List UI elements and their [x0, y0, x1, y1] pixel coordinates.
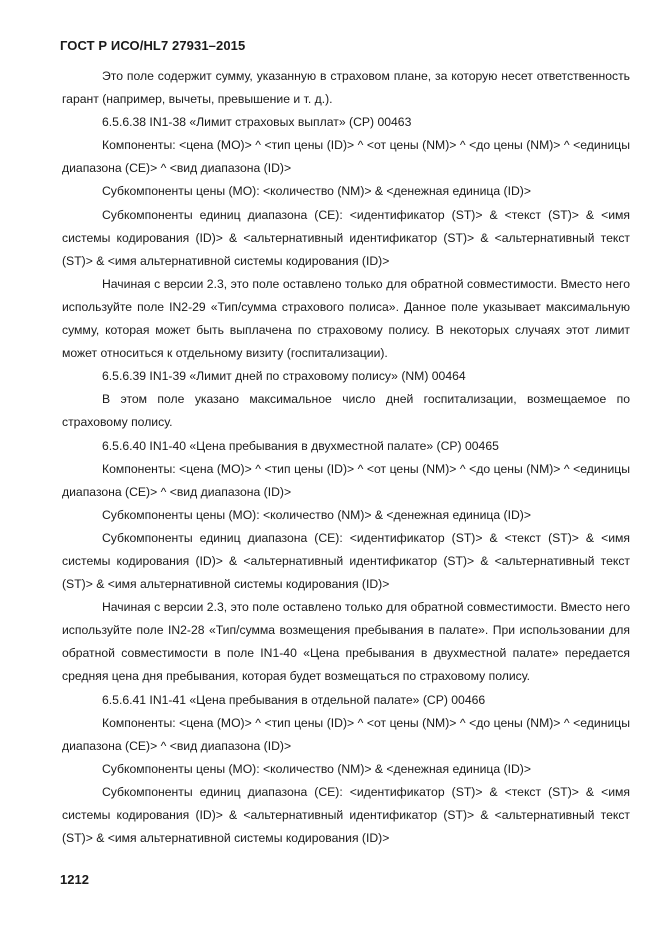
- paragraph-price-subcomponents: Субкомпоненты цены (МО): <количество (NM)> & <денежная единица (ID)>: [102, 184, 531, 199]
- paragraph-components: Компоненты: <цена (МО)> ^ <тип цены (ID)> ^ <от цены (NM)> ^ <до цены (NM)> ^ <единицы диапазона (СЕ)> ^ <вид диапазона (ID)>: [62, 715, 630, 753]
- paragraph-field-description: Это поле содержит сумму, указанную в страховом плане, за которую несет ответственность гарант (например, вычеты, превышение и т. д.).: [62, 69, 630, 107]
- paragraph-price-subcomponents: Субкомпоненты цены (МО): <количество (NM)> & <денежная единица (ID)>: [102, 507, 531, 522]
- paragraph-max-days: В этом поле указано максимальное число дней госпитализации, возмещаемое по страховому полису.: [62, 392, 630, 430]
- section-heading-in1-39: 6.5.6.39 IN1-39 «Лимит дней по страховому полису» (NM) 00464: [102, 369, 466, 384]
- paragraph-compatibility-note: Начиная с версии 2.3, это поле оставлено только для обратной совместимости. Вместо него используйте поле IN2-28 «Тип/сумма возмещения пребывания в палате». При использовании для обратной совместимости в поле IN1-40 «Цена пребывания в двухместной палате» передается средняя цена дня пребывания, которая будет возмещаться по страховому полису.: [62, 600, 630, 684]
- page-number: 1212: [60, 872, 89, 887]
- section-heading-in1-40: 6.5.6.40 IN1-40 «Цена пребывания в двухместной палате» (СР) 00465: [102, 438, 499, 453]
- paragraph-compatibility-note: Начиная с версии 2.3, это поле оставлено только для обратной совместимости. Вместо него используйте поле IN2-29 «Тип/сумма страхового полиса». Данное поле указывает максимальную сумму, которая может быть выплачена по страховому полису. В некоторых случаях этот лимит может относиться к отдельному визиту (госпитализации).: [62, 276, 630, 361]
- document-header: ГОСТ Р ИСО/HL7 27931–2015: [60, 38, 246, 53]
- paragraph-price-subcomponents: Субкомпоненты цены (МО): <количество (NM)> & <денежная единица (ID)>: [102, 761, 531, 776]
- paragraph-components: Компоненты: <цена (МО)> ^ <тип цены (ID)> ^ <от цены (NM)> ^ <до цены (NM)> ^ <единицы диапазона (СЕ)> ^ <вид диапазона (ID)>: [62, 461, 630, 499]
- paragraph-range-units-subcomponents: Субкомпоненты единиц диапазона (СЕ): <идентификатор (ST)> & <текст (ST)> & <имя системы кодирования (ID)> & <альтернативный идентификатор (ST)> & <альтернативный текст (ST)> & <имя альтернативной системы кодирования (ID)>: [62, 207, 630, 268]
- section-heading-in1-38: 6.5.6.38 IN1-38 «Лимит страховых выплат» (СР) 00463: [102, 115, 412, 130]
- paragraph-range-units-subcomponents: Субкомпоненты единиц диапазона (СЕ): <идентификатор (ST)> & <текст (ST)> & <имя системы кодирования (ID)> & <альтернативный идентификатор (ST)> & <альтернативный текст (ST)> & <имя альтернативной системы кодирования (ID)>: [62, 530, 630, 592]
- paragraph-components: Компоненты: <цена (МО)> ^ <тип цены (ID)> ^ <от цены (NM)> ^ <до цены (NM)> ^ <единицы диапазона (СЕ)> ^ <вид диапазона (ID)>: [62, 138, 630, 176]
- section-heading-in1-41: 6.5.6.41 IN1-41 «Цена пребывания в отдельной палате» (СР) 00466: [102, 692, 486, 707]
- document-body: [62, 65, 630, 850]
- paragraph-range-units-subcomponents: Субкомпоненты единиц диапазона (СЕ): <идентификатор (ST)> & <текст (ST)> & <имя системы кодирования (ID)> & <альтернативный идентификатор (ST)> & <альтернативный текст (ST)> & <имя альтернативной системы кодирования (ID)>: [62, 784, 630, 846]
